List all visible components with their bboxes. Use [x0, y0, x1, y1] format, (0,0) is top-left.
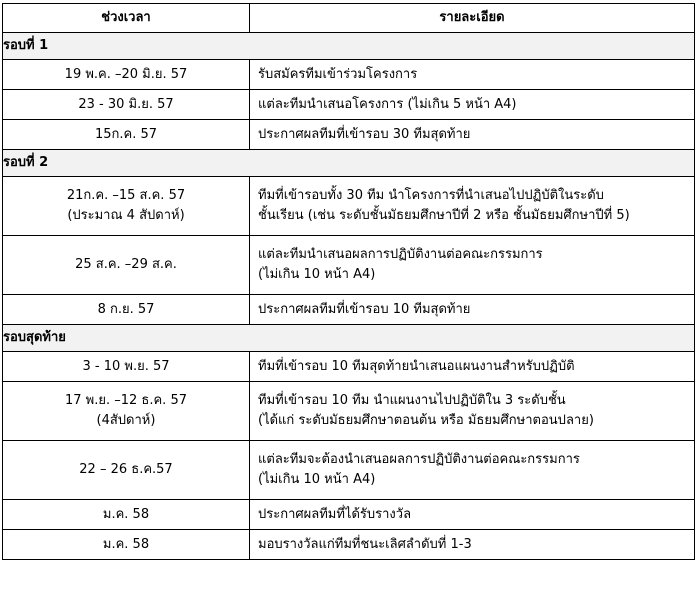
detail-cell — [250, 236, 695, 295]
detail-text: ประกาศผลทีมที่ได้รับรางวัล — [258, 506, 412, 522]
detail-cell — [250, 295, 695, 325]
header-period: ช่วงเวลา — [3, 4, 250, 33]
period-text: 15ก.ค. 57 — [94, 126, 158, 142]
detail-text: ทีมที่เข้ารอบ 10 ทีม นำแผนงานไปปฏิบัติใน 3 ระดับชั้น — [258, 393, 566, 408]
schedule-table — [2, 3, 695, 560]
detail-text: ทีมที่เข้ารอบทั้ง 30 ทีม นำโครงการที่นำเสนอไปปฏิบัติในระดับ — [258, 188, 604, 203]
period-cell — [3, 382, 250, 441]
table-row — [3, 236, 695, 295]
period-cell — [3, 60, 250, 90]
schedule-body — [3, 33, 695, 560]
period-text: 23 - 30 มิ.ย. 57 — [78, 96, 174, 112]
detail-text: ชั้นเรียน (เช่น ระดับชั้นมัธยมศึกษาปีที่ 2 หรือ ชั้นมัธยมศึกษาปีที่ 5) — [258, 208, 630, 223]
period-cell — [3, 530, 250, 560]
header-detail: รายละเอียด — [250, 4, 695, 33]
table-row — [3, 530, 695, 560]
section-row — [3, 150, 695, 177]
detail-text: (ไม่เกิน 10 หน้า A4) — [258, 472, 376, 487]
period-text: 19 พ.ค. –20 มิ.ย. 57 — [64, 66, 188, 82]
detail-cell — [250, 500, 695, 530]
table-row — [3, 352, 695, 382]
detail-text: ทีมที่เข้ารอบ 10 ทีมสุดท้ายนำเสนอแผนงานสำหรับปฏิบัติ — [258, 358, 575, 374]
table-row — [3, 441, 695, 500]
detail-cell — [250, 177, 695, 236]
detail-text: รับสมัครทีมเข้าร่วมโครงการ — [258, 66, 418, 82]
period-cell — [3, 120, 250, 150]
period-text: (ประมาณ 4 สัปดาห์) — [67, 208, 185, 223]
detail-cell — [250, 60, 695, 90]
section-title: รอบที่ 1 — [3, 33, 695, 60]
period-text: 25 ส.ค. –29 ส.ค. — [75, 257, 177, 272]
table-row — [3, 500, 695, 530]
period-cell — [3, 236, 250, 295]
section-row — [3, 33, 695, 60]
period-cell — [3, 500, 250, 530]
period-text: 8 ก.ย. 57 — [97, 301, 155, 317]
period-text: ม.ค. 58 — [102, 506, 150, 522]
period-cell — [3, 352, 250, 382]
table-row — [3, 60, 695, 90]
detail-cell — [250, 382, 695, 441]
detail-cell — [250, 120, 695, 150]
period-text: 17 พ.ย. –12 ธ.ค. 57 — [64, 393, 187, 408]
period-text: ม.ค. 58 — [102, 536, 150, 552]
detail-text: แต่ละทีมนำเสนอผลการปฏิบัติงานต่อคณะกรรมการ — [258, 247, 543, 262]
period-text: 22 – 26 ธ.ค.57 — [79, 462, 173, 477]
section-row — [3, 325, 695, 352]
detail-text: ประกาศผลทีมที่เข้ารอบ 10 ทีมสุดท้าย — [258, 301, 471, 317]
period-cell — [3, 295, 250, 325]
detail-cell — [250, 90, 695, 120]
detail-text: (ไม่เกิน 10 หน้า A4) — [258, 267, 376, 282]
table-row — [3, 120, 695, 150]
detail-text: ประกาศผลทีมที่เข้ารอบ 30 ทีมสุดท้าย — [258, 126, 471, 142]
detail-cell — [250, 441, 695, 500]
table-row — [3, 295, 695, 325]
table-row — [3, 177, 695, 236]
detail-text: แต่ละทีมนำเสนอโครงการ (ไม่เกิน 5 หน้า A4) — [258, 96, 517, 112]
period-text: 3 - 10 พ.ย. 57 — [82, 358, 170, 374]
section-title: รอบที่ 2 — [3, 150, 695, 177]
period-text: 21ก.ค. –15 ส.ค. 57 — [66, 188, 186, 203]
period-text: (4สัปดาห์) — [96, 413, 156, 428]
detail-text: แต่ละทีมจะต้องนำเสนอผลการปฏิบัติงานต่อคณะกรรมการ — [258, 452, 580, 467]
table-row — [3, 382, 695, 441]
period-cell — [3, 90, 250, 120]
detail-cell — [250, 530, 695, 560]
table-row — [3, 90, 695, 120]
detail-text: (ได้แก่ ระดับมัธยมศึกษาตอนต้น หรือ มัธยมศึกษาตอนปลาย) — [258, 413, 594, 428]
period-cell — [3, 177, 250, 236]
header-row — [3, 4, 695, 33]
detail-cell — [250, 352, 695, 382]
section-title: รอบสุดท้าย — [3, 325, 695, 352]
detail-text: มอบรางวัลแก่ทีมที่ชนะเลิศลำดับที่ 1-3 — [258, 536, 472, 552]
period-cell — [3, 441, 250, 500]
